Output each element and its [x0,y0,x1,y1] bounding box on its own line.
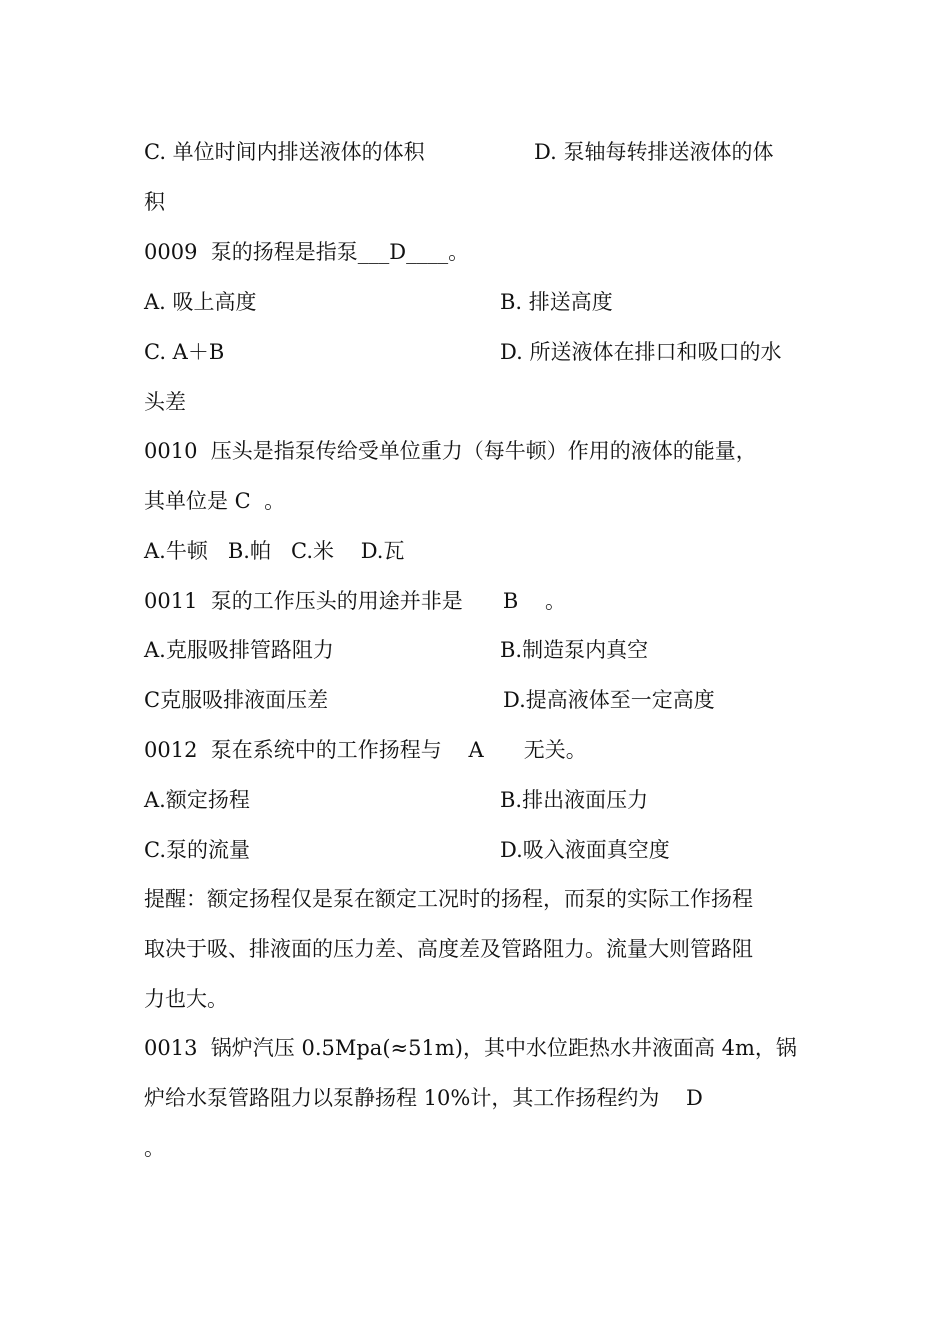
q0012-option-b: B.排出液面压力 [500,788,649,812]
option-d-wrap: 积 [144,190,165,214]
q0009-option-b: B. 排送高度 [500,290,613,314]
q0009-option-a: A. 吸上高度 [144,290,257,314]
q0011-option-d: D.提高液体至一定高度 [503,688,715,712]
option-c-volume-per-time: C. 单位时间内排送液体的体积 [144,140,425,164]
question-0012: 0012 泵在系统中的工作扬程与 A 无关。 [144,738,587,762]
reminder-line-3: 力也大。 [144,987,228,1011]
q0012-option-c: C.泵的流量 [144,838,250,862]
q0011-option-a: A.克服吸排管路阻力 [144,638,334,662]
question-0013-cont: 炉给水泵管路阻力以泵静扬程 10%计，其工作扬程约为 D [144,1086,703,1110]
q0012-option-d: D.吸入液面真空度 [500,838,670,862]
question-0010: 0010 压头是指泵传给受单位重力（每牛顿）作用的液体的能量， [144,439,757,463]
q0012-option-a: A.额定扬程 [144,788,250,812]
q0009-option-d: D. 所送液体在排口和吸口的水 [500,340,782,364]
question-0013-end: 。 [144,1136,165,1160]
question-0013: 0013 锅炉汽压 0.5Mpa(≈51m)，其中水位距热水井液面高 4m，锅 [144,1036,797,1060]
reminder-line-2: 取决于吸、排液面的压力差、高度差及管路阻力。流量大则管路阻 [144,937,753,961]
q0010-options: A.牛顿 B.帕 C.米 D.瓦 [144,539,405,563]
question-0010-cont: 其单位是 C 。 [144,489,286,513]
question-0011: 0011 泵的工作压头的用途并非是 B 。 [144,589,566,613]
reminder-line-1: 提醒：额定扬程仅是泵在额定工况时的扬程，而泵的实际工作扬程 [144,887,753,911]
q0011-option-c: C克服吸排液面压差 [144,688,329,712]
q0011-option-b: B.制造泵内真空 [500,638,649,662]
question-0009: 0009 泵的扬程是指泵___D____。 [144,240,470,264]
q0009-option-d-wrap: 头差 [144,390,186,414]
option-d-volume-per-rev: D. 泵轴每转排送液体的体 [534,140,774,164]
q0009-option-c: C. A＋B [144,340,225,364]
